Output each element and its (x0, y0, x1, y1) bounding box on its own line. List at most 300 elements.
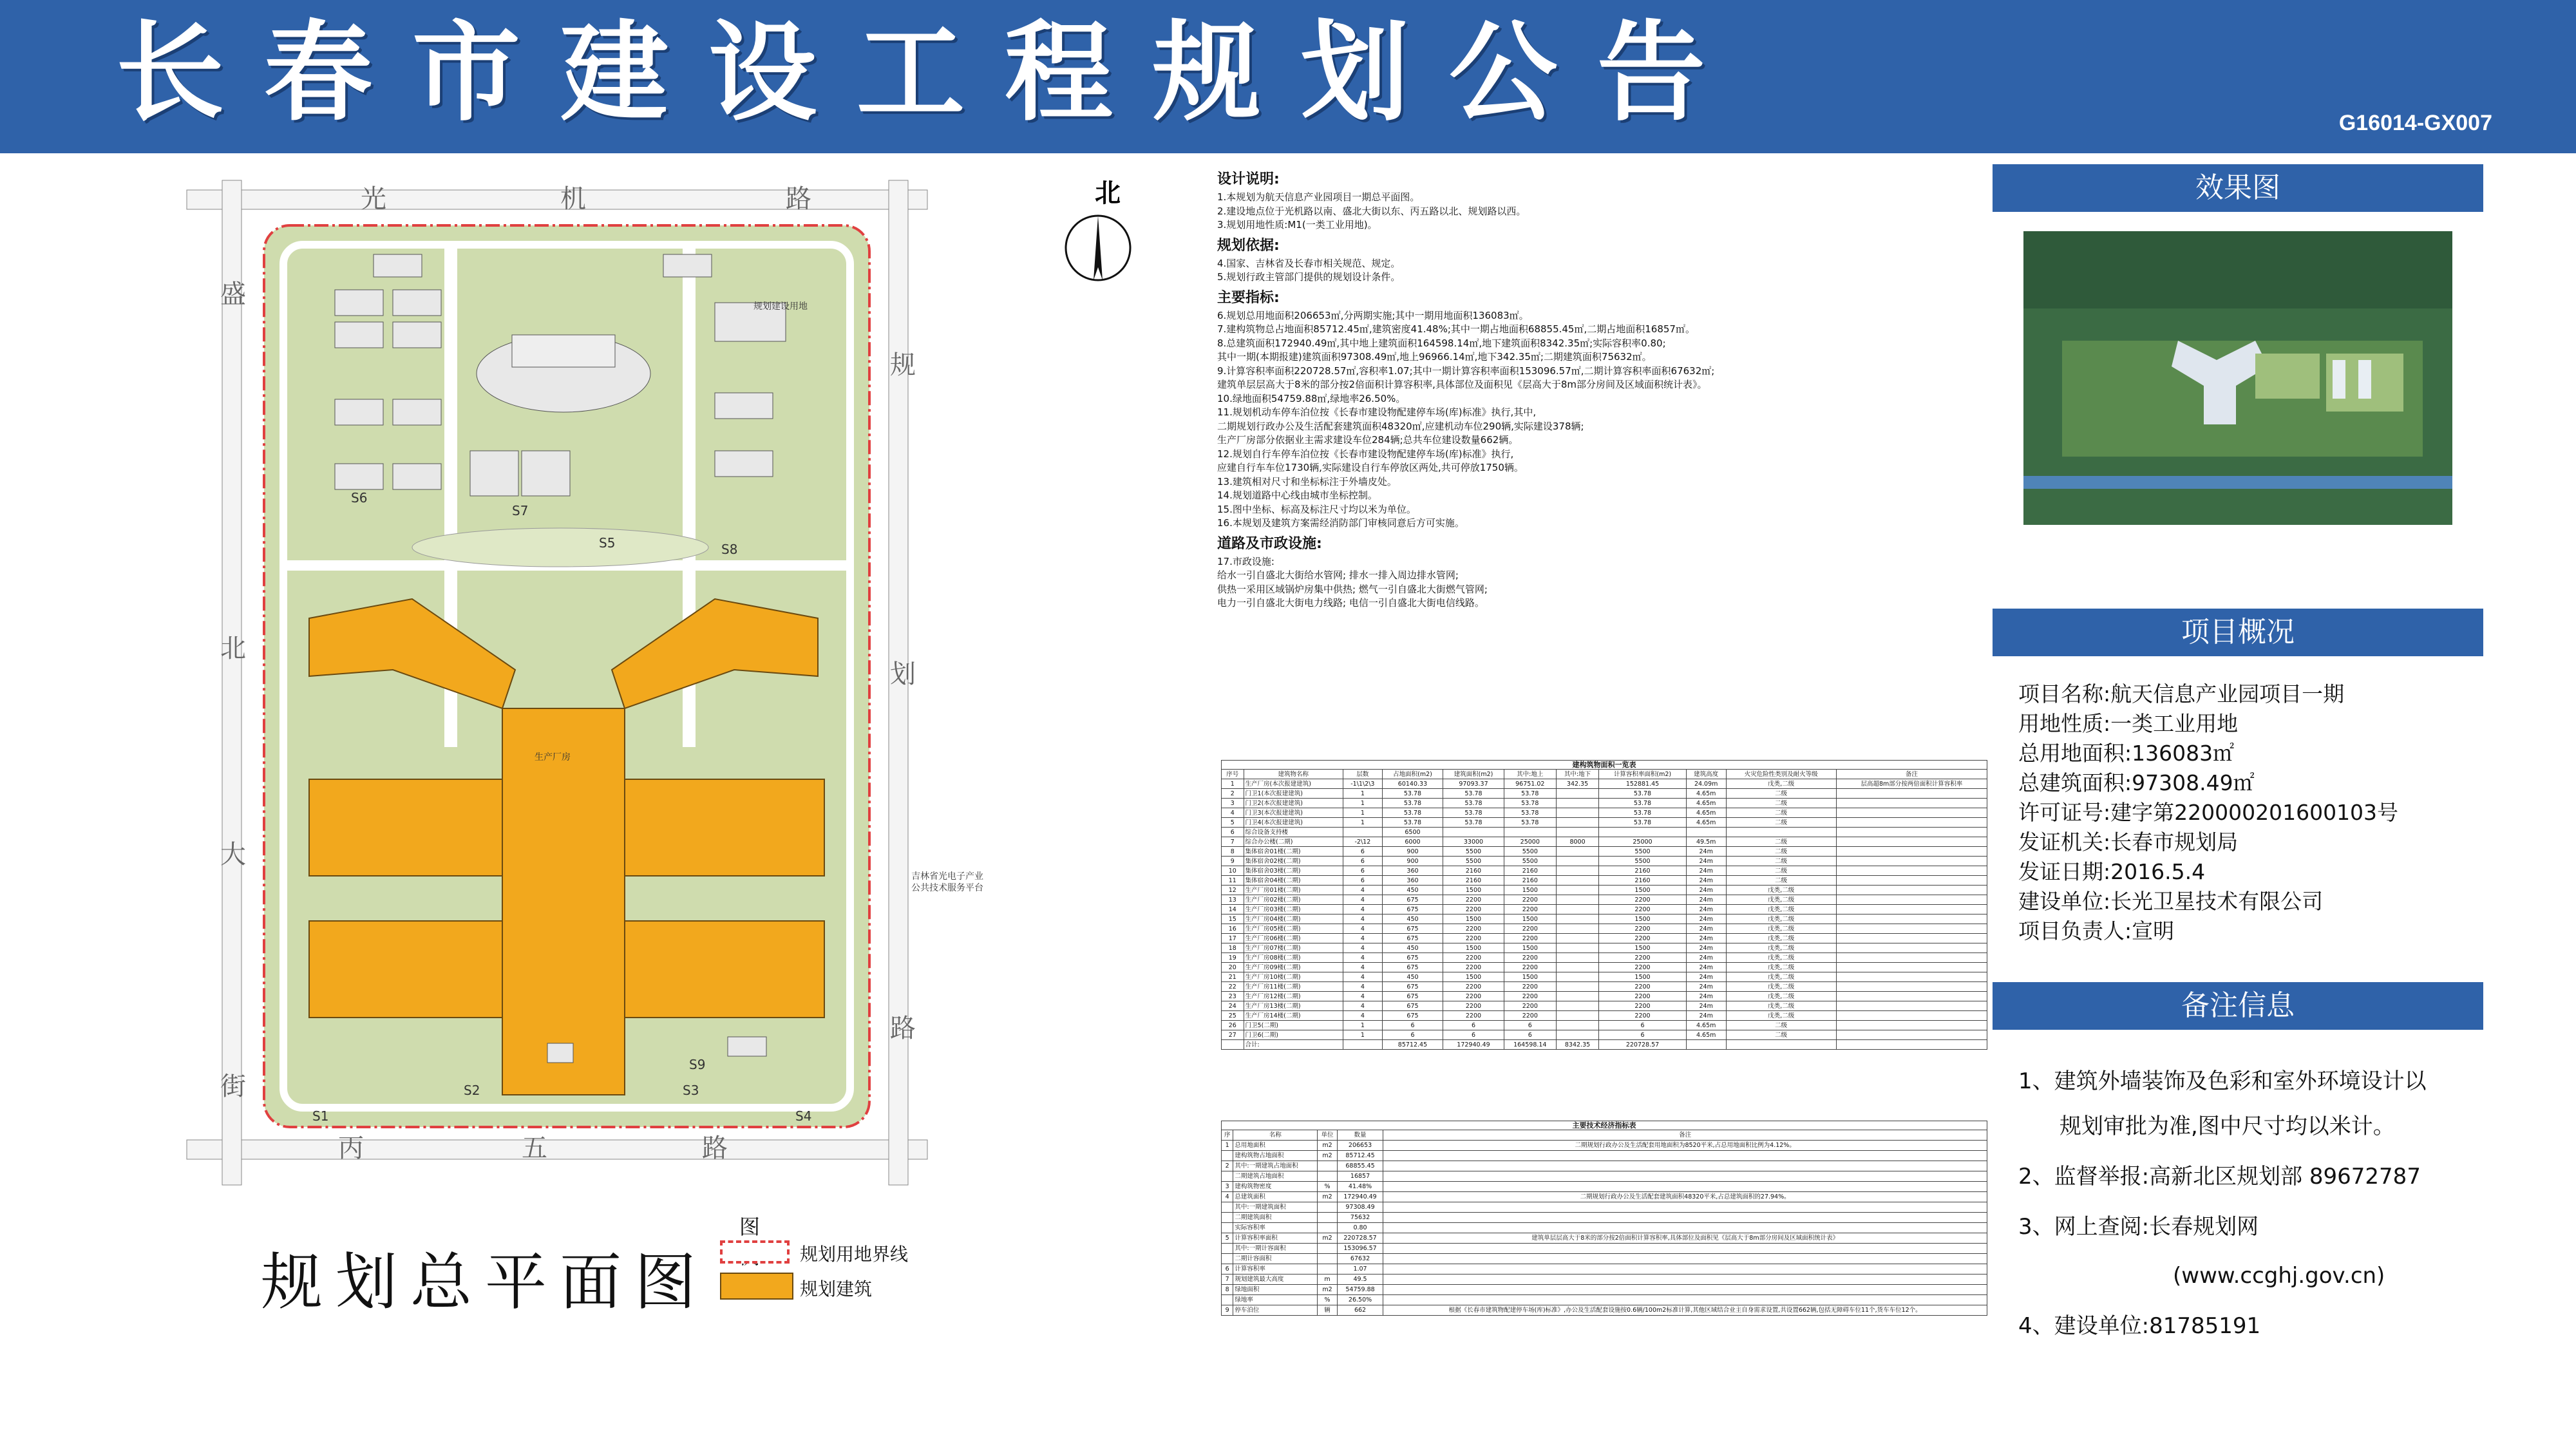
table-cell: 建构筑物占地面积 (1233, 1151, 1318, 1161)
table-cell (1443, 828, 1504, 837)
table-cell: m2 (1318, 1141, 1337, 1151)
table-cell: 二级 (1726, 789, 1836, 799)
table-cell (1836, 905, 1987, 915)
svg-text:划: 划 (890, 659, 916, 689)
column-header: 计算容积率面积(m2) (1599, 770, 1687, 779)
table-cell: 辆 (1318, 1305, 1337, 1316)
note-line: 13.建筑相对尺寸和坐标标注于外墙皮处。 (1217, 475, 1397, 488)
table-cell: 2200 (1504, 953, 1556, 963)
table-cell: 2 (1222, 1161, 1233, 1171)
svg-text:光: 光 (361, 184, 386, 214)
table-caption: 建构筑物面积一览表 (1222, 761, 1987, 770)
table-cell: 2160 (1504, 866, 1556, 876)
table-cell: 1 (1343, 789, 1383, 799)
svg-text:五: 五 (522, 1133, 547, 1163)
table-cell: 53.78 (1382, 799, 1443, 808)
table-row (1222, 886, 1987, 895)
table-cell: 675 (1382, 905, 1443, 915)
svg-text:规划建设用地: 规划建设用地 (753, 301, 808, 312)
info-line: 项目负责人:宣明 (2018, 918, 2175, 943)
table-cell (1836, 924, 1987, 934)
table-cell (1556, 992, 1598, 1001)
table-row (1222, 1141, 1987, 1151)
table-cell: 2160 (1599, 876, 1687, 886)
table-cell (1222, 1254, 1233, 1264)
table-cell: 生产厂房05楼(二期) (1244, 924, 1343, 934)
table-cell: 24m (1686, 982, 1726, 992)
table-cell: 戊类,二级 (1726, 779, 1836, 789)
table-cell: 12 (1222, 886, 1244, 895)
table-cell: 4.65m (1686, 818, 1726, 828)
column-header: 火灾危险性类别及耐火等级 (1726, 770, 1836, 779)
column-header: 其中:地下 (1556, 770, 1598, 779)
column-header: 单位 (1318, 1130, 1337, 1141)
table-cell (1836, 972, 1987, 982)
table-cell: 1500 (1443, 972, 1504, 982)
info-line: 发证日期:2016.5.4 (2018, 859, 2206, 884)
table-cell: 675 (1382, 1011, 1443, 1021)
table-cell (1726, 828, 1836, 837)
table-cell: 戊类,二级 (1726, 886, 1836, 895)
svg-text:路: 路 (702, 1133, 728, 1163)
table-cell: 2200 (1504, 934, 1556, 943)
table-cell: 6 (1443, 1030, 1504, 1040)
table-cell (1836, 876, 1987, 886)
table-cell: 2200 (1443, 924, 1504, 934)
table-cell: 24m (1686, 972, 1726, 982)
table-cell (1836, 789, 1987, 799)
table-row (1222, 1285, 1987, 1295)
table-cell: m2 (1318, 1151, 1337, 1161)
column-header: 序号 (1222, 770, 1244, 779)
table-cell: 4.65m (1686, 808, 1726, 818)
north-label: 北 (1095, 178, 1121, 208)
table-cell: 3 (1222, 799, 1244, 808)
table-cell: 53.78 (1504, 818, 1556, 828)
note-line: 二期规划行政办公及生活配套建筑面积48320㎡,应建机动车位290辆,实际建设378辆; (1217, 420, 1584, 432)
table-cell: 53.78 (1599, 818, 1687, 828)
table-cell: 二级 (1726, 876, 1836, 886)
table-cell: 二期建筑占地面积 (1233, 1171, 1318, 1182)
table-cell: 24m (1686, 1001, 1726, 1011)
table-caption: 主要技术经济指标表 (1222, 1121, 1987, 1130)
note-line: 12.规划自行车停车泊位按《长春市建设物配建停车场(库)标准》执行, (1217, 448, 1514, 460)
table-cell: 2200 (1504, 1001, 1556, 1011)
table-row (1222, 779, 1987, 789)
table-row (1222, 1213, 1987, 1223)
svg-text:公共技术服务平台: 公共技术服务平台 (911, 883, 983, 893)
table-cell (1383, 1295, 1987, 1305)
table-cell: m (1318, 1275, 1337, 1285)
table-cell: 24m (1686, 876, 1726, 886)
table-cell: 9 (1222, 857, 1244, 866)
table-cell: -1\1\2\3 (1343, 779, 1383, 789)
table-cell: 集体宿舍02楼(二期) (1244, 857, 1343, 866)
table-cell: 8 (1222, 1285, 1233, 1295)
table-cell: 18 (1222, 943, 1244, 953)
table-cell (1686, 828, 1726, 837)
table-cell: 19 (1222, 953, 1244, 963)
table-cell (1836, 857, 1987, 866)
table-cell (1383, 1285, 1987, 1295)
table-cell (1836, 1021, 1987, 1030)
table-cell: 生产厂房04楼(二期) (1244, 915, 1343, 924)
overview-heading: 项目概况 (1993, 609, 2483, 656)
table-cell: 2160 (1504, 876, 1556, 886)
note-line: 1.本规划为航天信息产业园项目一期总平面图。 (1217, 191, 1420, 203)
column-header: 序 (1222, 1130, 1233, 1141)
table-cell: 2200 (1599, 1001, 1687, 1011)
table-cell: 53.78 (1443, 799, 1504, 808)
table-cell: 27 (1222, 1030, 1244, 1040)
table-cell: 二级 (1726, 857, 1836, 866)
table-header-row (1222, 770, 1987, 779)
table-cell: 戊类,二级 (1726, 963, 1836, 972)
table-cell (1836, 886, 1987, 895)
table-cell: 其中:一期建筑面积 (1233, 1202, 1318, 1213)
table-cell: 总用地面积 (1233, 1141, 1318, 1151)
table-row (1222, 1192, 1987, 1202)
info-line: 项目名称:航天信息产业园项目一期 (2018, 681, 2345, 706)
table-cell: 戊类,二级 (1726, 915, 1836, 924)
column-header: 备注 (1836, 770, 1987, 779)
table-cell: 生产厂房08楼(二期) (1244, 953, 1343, 963)
table-cell: 10 (1222, 866, 1244, 876)
table-row (1222, 1202, 1987, 1213)
note-line: 建筑单层层高大于8米的部分按2倍面积计算容积率,具体部位及面积见《层高大于8m部分房间及区域面积统计表》。 (1217, 379, 1707, 390)
table-cell: 360 (1382, 866, 1443, 876)
table-cell: 二级 (1726, 818, 1836, 828)
table-cell: 2200 (1599, 895, 1687, 905)
table-cell: 4 (1343, 972, 1383, 982)
table-cell: 2200 (1504, 992, 1556, 1001)
table-cell: 152881.45 (1599, 779, 1687, 789)
table-row (1222, 915, 1987, 924)
table-cell: 4 (1343, 943, 1383, 953)
table-cell (1318, 1202, 1337, 1213)
table-row (1222, 828, 1987, 837)
note-line: 应建自行车车位1730辆,实际建设自行车停放区两处,共可停放1750辆。 (1217, 462, 1524, 473)
table-cell: 生产厂房02楼(二期) (1244, 895, 1343, 905)
table-cell (1726, 1040, 1836, 1050)
table-row (1222, 1151, 1987, 1161)
table-cell: 1 (1343, 1030, 1383, 1040)
table-cell: 450 (1382, 972, 1443, 982)
table-cell: 17 (1222, 934, 1244, 943)
table-cell: 二级 (1726, 837, 1836, 847)
table-cell: 24m (1686, 924, 1726, 934)
table-cell: 4 (1343, 934, 1383, 943)
table-cell: 4 (1343, 886, 1383, 895)
table-cell: 2200 (1443, 934, 1504, 943)
table-cell (1556, 828, 1598, 837)
table-row (1222, 799, 1987, 808)
table-cell (1383, 1202, 1987, 1213)
column-header: 名称 (1233, 1130, 1318, 1141)
table-cell (1383, 1264, 1987, 1275)
table-cell: 53.78 (1382, 808, 1443, 818)
table-cell: 4 (1343, 915, 1383, 924)
table-cell (1556, 808, 1598, 818)
table-cell: 1.07 (1337, 1264, 1383, 1275)
table-cell (1556, 847, 1598, 857)
table-cell: 360 (1382, 876, 1443, 886)
table-cell: 二期计容面积 (1233, 1254, 1318, 1264)
table-cell: 2200 (1599, 963, 1687, 972)
table-cell: 33000 (1443, 837, 1504, 847)
table-cell: 6 (1382, 1030, 1443, 1040)
table-cell: 4.65m (1686, 789, 1726, 799)
table-cell: 153096.57 (1337, 1244, 1383, 1254)
table-cell (1343, 1040, 1383, 1050)
table-cell: 门卫4(本次报建建筑) (1244, 818, 1343, 828)
table-cell: 门卫2(本次报建建筑) (1244, 799, 1343, 808)
table-cell: 8000 (1556, 837, 1598, 847)
table-cell: 6500 (1382, 828, 1443, 837)
table-cell: % (1318, 1295, 1337, 1305)
table-cell (1836, 895, 1987, 905)
info-line: 建设单位:长光卫星技术有限公司 (2018, 889, 2324, 914)
table-cell (1383, 1182, 1987, 1192)
table-row (1222, 1244, 1987, 1254)
table-cell: 2200 (1599, 982, 1687, 992)
table-cell (1222, 1040, 1244, 1050)
table-row (1222, 1021, 1987, 1030)
svg-text:S6: S6 (351, 490, 368, 506)
table-cell: 5500 (1599, 847, 1687, 857)
table-row (1222, 837, 1987, 847)
table-cell: 3 (1222, 1182, 1233, 1192)
table-cell: 172940.49 (1443, 1040, 1504, 1050)
table-row (1222, 789, 1987, 799)
table-cell: 14 (1222, 905, 1244, 915)
table-cell: 25000 (1599, 837, 1687, 847)
table-cell (1836, 866, 1987, 876)
table-cell: 4 (1343, 895, 1383, 905)
table-cell (1556, 866, 1598, 876)
table-cell: 6 (1343, 857, 1383, 866)
table-cell: 生产厂房03楼(二期) (1244, 905, 1343, 915)
info-line: 用地性质:一类工业用地 (2018, 711, 2239, 736)
table-cell: 二级 (1726, 808, 1836, 818)
table-cell: 6 (1443, 1021, 1504, 1030)
table-cell (1383, 1161, 1987, 1171)
table-cell (1836, 808, 1987, 818)
table-row (1222, 934, 1987, 943)
table-cell (1222, 1171, 1233, 1182)
table-cell: 2200 (1504, 963, 1556, 972)
table-cell: 4.65m (1686, 1030, 1726, 1040)
project-info (2018, 679, 2398, 946)
table-cell (1836, 828, 1987, 837)
svg-text:规: 规 (890, 350, 916, 380)
table-row (1222, 972, 1987, 982)
table-cell: 综合设备支持楼 (1244, 828, 1343, 837)
table-cell (1222, 1213, 1233, 1223)
table-cell: 生产厂房06楼(二期) (1244, 934, 1343, 943)
table-cell (1318, 1223, 1337, 1233)
table-cell: 20 (1222, 963, 1244, 972)
note-line: 其中一期(本期报建)建筑面积97308.49㎡,地上96966.14㎡,地下342.35㎡;二期建筑面积75632㎡。 (1217, 351, 1652, 363)
table-cell (1504, 828, 1556, 837)
table-row (1222, 1161, 1987, 1171)
note-line: 3.规划用地性质:M1(一类工业用地)。 (1217, 219, 1378, 231)
table-cell: 450 (1382, 943, 1443, 953)
page-title: 长春市建设工程规划公告 (116, 10, 1745, 136)
table-cell: 根据《长春市建筑物配建停车场(库)标准》,办公及生活配套设施按0.6辆/100m2标准计算,其他区域结合业主自身需求设置,共设置662辆,包括无障碍车位11个,货车车位12个。 (1383, 1305, 1987, 1316)
table-cell: 生产厂房11楼(二期) (1244, 982, 1343, 992)
note-line: 14.规划道路中心线由城市坐标控制。 (1217, 489, 1378, 501)
table-cell (1318, 1213, 1337, 1223)
table-cell: 8 (1222, 847, 1244, 857)
table-cell: 7 (1222, 1275, 1233, 1285)
table-cell (1836, 953, 1987, 963)
table-cell (1222, 1151, 1233, 1161)
table-cell: m2 (1318, 1285, 1337, 1295)
table-cell (1686, 1040, 1726, 1050)
table-cell: 4 (1343, 905, 1383, 915)
table-cell: 门卫1(本次报建建筑) (1244, 789, 1343, 799)
svg-text:S1: S1 (312, 1108, 329, 1124)
table-cell: 戊类,二级 (1726, 972, 1836, 982)
note-line: 4.国家、吉林省及长春市相关规范、规定。 (1217, 257, 1401, 269)
table-cell (1343, 828, 1383, 837)
table-cell: 900 (1382, 847, 1443, 857)
note-line: 6.规划总用地面积206653㎡,分两期实施;其中一期用地面积136083㎡。 (1217, 309, 1529, 321)
table-cell (1318, 1254, 1337, 1264)
effect-heading: 效果图 (1993, 164, 2483, 212)
svg-text:机: 机 (560, 184, 586, 214)
table-cell: 15 (1222, 915, 1244, 924)
table-cell: 24 (1222, 1001, 1244, 1011)
table-cell (1556, 972, 1598, 982)
table-cell: 0.80 (1337, 1223, 1383, 1233)
table-cell (1556, 982, 1598, 992)
table-cell: 生产厂房13楼(二期) (1244, 1001, 1343, 1011)
table-cell: 集体宿舍04楼(二期) (1244, 876, 1343, 886)
svg-text:街: 街 (220, 1072, 246, 1101)
table-cell: 675 (1382, 934, 1443, 943)
table-row (1222, 1233, 1987, 1244)
table-cell: 集体宿舍01楼(二期) (1244, 847, 1343, 857)
table-cell: 675 (1382, 982, 1443, 992)
table-cell: 53.78 (1599, 789, 1687, 799)
table-cell: 11 (1222, 876, 1244, 886)
table-row (1222, 1182, 1987, 1192)
table-cell: 5 (1222, 1233, 1233, 1244)
table-cell (1383, 1223, 1987, 1233)
table-row (1222, 857, 1987, 866)
table-cell: 4.65m (1686, 799, 1726, 808)
table-cell (1383, 1275, 1987, 1285)
table-cell: 2200 (1504, 1011, 1556, 1021)
table-cell: 1500 (1443, 915, 1504, 924)
table-cell: 675 (1382, 924, 1443, 934)
table-cell: 2200 (1504, 895, 1556, 905)
table-cell: 53.78 (1599, 799, 1687, 808)
table-cell: 二期规划行政办公及生活配套用地面积为8520平米,占总用地面积比例为4.12%。 (1383, 1141, 1987, 1151)
table-cell (1556, 1021, 1598, 1030)
column-header: 建筑面积(m2) (1443, 770, 1504, 779)
column-header: 占地面积(m2) (1382, 770, 1443, 779)
table-cell: 675 (1382, 1001, 1443, 1011)
table-cell: 计算容积率面积 (1233, 1233, 1318, 1244)
table-cell (1556, 915, 1598, 924)
note-line: 5.规划行政主管部门提供的规划设计条件。 (1217, 271, 1401, 283)
svg-text:S5: S5 (599, 535, 616, 551)
table-cell: 2200 (1443, 895, 1504, 905)
table-cell: 生产厂房14楼(二期) (1244, 1011, 1343, 1021)
table-cell: 1 (1343, 799, 1383, 808)
table-cell (1836, 1040, 1987, 1050)
table-cell (1836, 992, 1987, 1001)
table-cell: 24m (1686, 847, 1726, 857)
table-cell: 2200 (1504, 982, 1556, 992)
table-cell: 2200 (1443, 982, 1504, 992)
table-cell: 建构筑物密度 (1233, 1182, 1318, 1192)
table-cell: 49.5m (1686, 837, 1726, 847)
table-cell: 172940.49 (1337, 1192, 1383, 1202)
note-line: 电力一引自盛北大街电力线路; 电信一引自盛北大街电信线路。 (1217, 597, 1484, 609)
table-cell: 97093.37 (1443, 779, 1504, 789)
table-cell: 67632 (1337, 1254, 1383, 1264)
table-cell: 2200 (1443, 963, 1504, 972)
table-cell: 2200 (1504, 924, 1556, 934)
table-cell (1222, 1223, 1233, 1233)
table-cell (1556, 1030, 1598, 1040)
table-cell (1556, 963, 1598, 972)
table-cell: 2200 (1599, 924, 1687, 934)
table-cell: 停车泊位 (1233, 1305, 1318, 1316)
svg-text:S7: S7 (512, 503, 529, 518)
table-cell: 6 (1504, 1030, 1556, 1040)
table-cell: 戊类,二级 (1726, 1001, 1836, 1011)
table-cell: 6 (1599, 1021, 1687, 1030)
table-cell: 其中:一期计容面积 (1233, 1244, 1318, 1254)
table-cell: 2200 (1504, 905, 1556, 915)
note-line: 10.绿地面积54759.88㎡,绿地率26.50%。 (1217, 392, 1406, 404)
table-cell: 建筑单层层高大于8米的部分按2倍面积计算容积率,具体部位及面积见《层高大于8m部分房间及区域面积统计表》 (1383, 1233, 1987, 1244)
table-cell: 16857 (1337, 1171, 1383, 1182)
table-cell: 计算容积率 (1233, 1264, 1318, 1275)
table-cell: 戊类,二级 (1726, 982, 1836, 992)
table-cell: 900 (1382, 857, 1443, 866)
table-cell: 二期建筑面积 (1233, 1213, 1318, 1223)
table-cell (1556, 1001, 1598, 1011)
table-cell: -2\12 (1343, 837, 1383, 847)
table-cell: 662 (1337, 1305, 1383, 1316)
table-cell: 2200 (1443, 1001, 1504, 1011)
table-cell: 2200 (1443, 953, 1504, 963)
table-cell: 5500 (1443, 857, 1504, 866)
table-cell: 60140.33 (1382, 779, 1443, 789)
table-cell: 2160 (1443, 876, 1504, 886)
table-row (1222, 847, 1987, 857)
table-cell: 2200 (1443, 992, 1504, 1001)
table-cell: 戊类,二级 (1726, 992, 1836, 1001)
table-cell (1556, 1011, 1598, 1021)
table-cell (1383, 1151, 1987, 1161)
table-cell: 二级 (1726, 847, 1836, 857)
table-cell: 1500 (1504, 915, 1556, 924)
table-cell: 4.65m (1686, 1021, 1726, 1030)
table-cell: 24m (1686, 915, 1726, 924)
note-line: 给水一引自盛北大街给水管网; 排水一排入周边排水管网; (1217, 569, 1459, 581)
table-cell: 53.78 (1443, 818, 1504, 828)
table-cell: 6 (1222, 1264, 1233, 1275)
table-cell: 53.78 (1443, 808, 1504, 818)
design-heading: 设计说明: (1217, 171, 1280, 187)
